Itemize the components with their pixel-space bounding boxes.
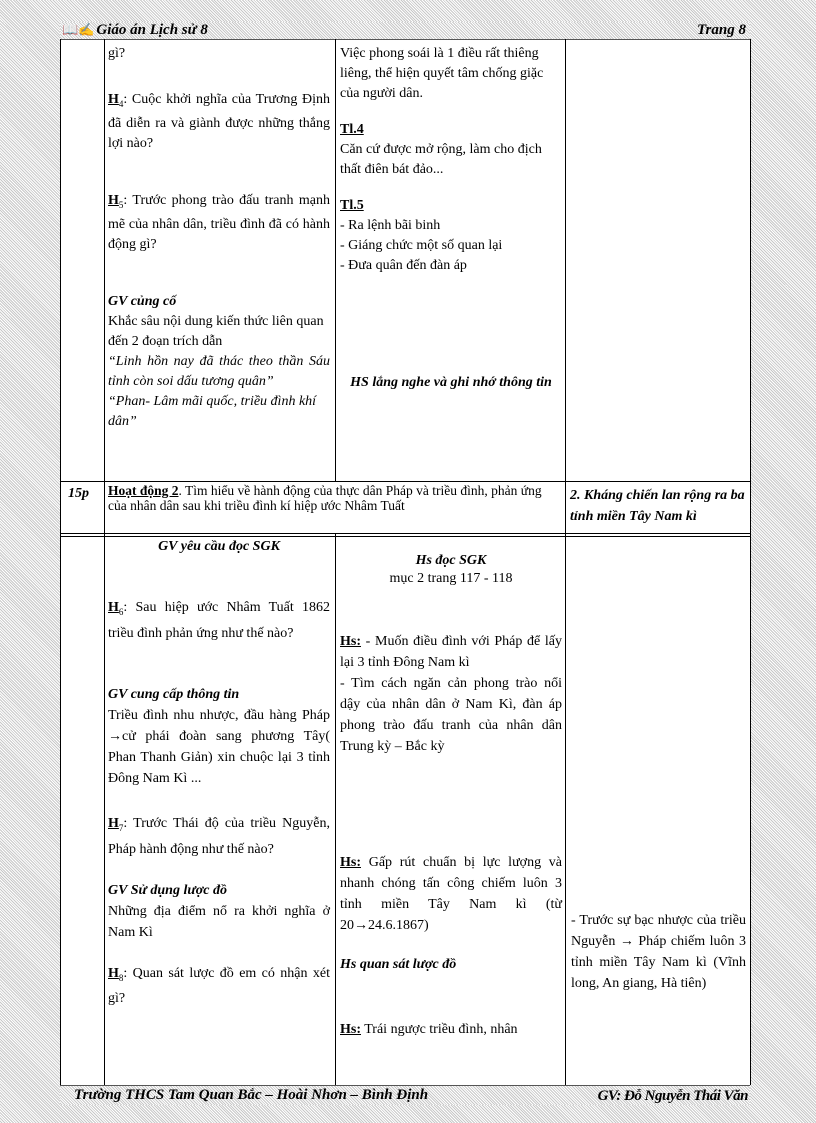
- activity-text: . Tìm hiểu về hành động của thực dân Pháp và triều đình, phản ứng của nhân dân sau khi triều đình kí hiệp ước Nhâm Tuất: [108, 483, 542, 513]
- hs-listen-note: HS lắng nghe và ghi nhớ thông tin: [350, 375, 552, 390]
- answer-tl5-item: - Ra lệnh bãi binh: [340, 218, 441, 233]
- row-divider-1: [60, 481, 750, 482]
- bottom-col4: - Trước sự bạc nhược của triều Nguyễn → Pháp chiếm luôn 3 tỉnh miền Tây Nam kì (Vĩnh long, An giang, Hà tiên): [571, 913, 746, 991]
- answer-tl5-item: - Đưa quân đến đàn áp: [340, 258, 467, 273]
- hs-answer-3: Hs: Trái ngược triều đình, nhân: [340, 1022, 518, 1037]
- header-title: Giáo án Lịch sử 8: [96, 22, 208, 38]
- question-h6: $H_6$: Sau hiệp ước Nhâm Tuất 1862 triều đình phản ứng như thế nào?: [108, 600, 330, 641]
- answer-text-1: Việc phong soái là 1 điều rất thiêng liêng, thể hiện quyết tâm chống giặc của người dân.: [340, 46, 544, 101]
- table-divider-2: [335, 39, 336, 481]
- question-h7: $H_7$: Trước Thái độ của triều Nguyễn, Pháp hành động như thế nào?: [108, 815, 330, 857]
- footer-school: Trường THCS Tam Quan Bắc – Hoài Nhơn – Bình Định: [74, 1087, 429, 1103]
- gv-request: GV yêu cầu đọc SGK: [158, 539, 280, 554]
- quote-2: “Phan- Lâm mãi quốc, triều đình khí dân”: [108, 393, 317, 429]
- page-number: 8: [738, 22, 746, 38]
- table-divider-3: [565, 39, 566, 1085]
- table-divider-2b: [335, 533, 336, 1085]
- answer-tl5-item: - Giáng chức một số quan lại: [340, 238, 503, 253]
- question-h8: $H_8$: Quan sát lược đồ em có nhận xét gì?: [108, 965, 330, 1007]
- hs-answer-2: Hs: Gấp rút chuẩn bị lực lượng và nhanh chóng tấn công chiếm luôn 3 tỉnh miền Tây Nam kì (từ 20→24.6.1867): [340, 855, 562, 933]
- top-col3: [340, 44, 562, 393]
- answer-tl4-label: Tl.4: [340, 122, 364, 137]
- quote-1: “Linh hồn nay đã thác theo thần Sáu tỉnh còn soi dấu tương quân”: [108, 353, 330, 389]
- activity-time: 15p: [68, 486, 89, 501]
- question-continuation: gì?: [108, 46, 126, 61]
- gv-consolidate-text: Khắc sâu nội dung kiến thức liên quan đến 2 đoạn trích dẫn: [108, 313, 324, 349]
- table-divider-1: [104, 39, 105, 1085]
- bottom-col2: [108, 536, 330, 1009]
- section-title: 2. Kháng chiến lan rộng ra ba tỉnh miền Tây Nam kì: [570, 488, 745, 524]
- activity-description: [108, 483, 563, 513]
- bottom-col3: [340, 550, 562, 1040]
- table-border-right: [750, 39, 751, 1085]
- hs-answer-1b: - Tìm cách ngăn cản phong trào nổi dậy của nhân dân ở Nam Kì, đàn áp phong trào đấu tranh của nhân dân Trung kỳ – Bắc kỳ: [340, 676, 562, 754]
- hs-observe: Hs quan sát lược đồ: [340, 957, 457, 972]
- footer-teacher: GV: Đỗ Nguyễn Thái Văn: [597, 1088, 748, 1104]
- question-h5: $H_5$: Trước phong trào đấu tranh mạnh mẽ của nhân dân, triều đình đã có hành động gì?: [108, 192, 330, 252]
- gv-consolidate-title: GV củng cố: [108, 293, 177, 309]
- book-pen-icon: 📖✍: [62, 22, 95, 37]
- gv-info-text: Triều đình nhu nhược, đầu hàng Pháp →cử phái đoàn sang phương Tây( Phan Thanh Giản) xin chuộc lại 3 tỉnh Đông Nam Kì ...: [108, 707, 330, 786]
- answer-tl4-text: Căn cứ được mở rộng, làm cho địch thất điên bát đảo...: [340, 142, 542, 177]
- gv-map-text: Những địa điểm nổ ra khởi nghĩa ở Nam Kì: [108, 903, 330, 940]
- hs-read-title: Hs đọc SGK: [415, 553, 487, 568]
- page-header: [60, 22, 750, 40]
- page-footer: [60, 1085, 750, 1105]
- question-h4: $H_4$: Cuộc khởi nghĩa của Trương Định đã diễn ra và giành được những thắng lợi nào?: [108, 92, 330, 151]
- activity-label: Hoạt động 2: [108, 483, 179, 498]
- page-label: Trang: [696, 22, 735, 38]
- gv-map-title: GV Sử dụng lược đồ: [108, 882, 227, 898]
- hs-read-sub: mục 2 trang 117 - 118: [389, 571, 513, 586]
- row-divider-2: [60, 533, 750, 534]
- gv-info-title: GV cung cấp thông tin: [108, 686, 240, 702]
- answer-tl5-label: Tl.5: [340, 198, 364, 213]
- top-col2: [108, 44, 330, 432]
- table-border-left: [60, 39, 61, 1085]
- hs-answer-1: Hs: - Muốn điều đình với Pháp để lấy lại 3 tỉnh Đông Nam kì: [340, 634, 563, 670]
